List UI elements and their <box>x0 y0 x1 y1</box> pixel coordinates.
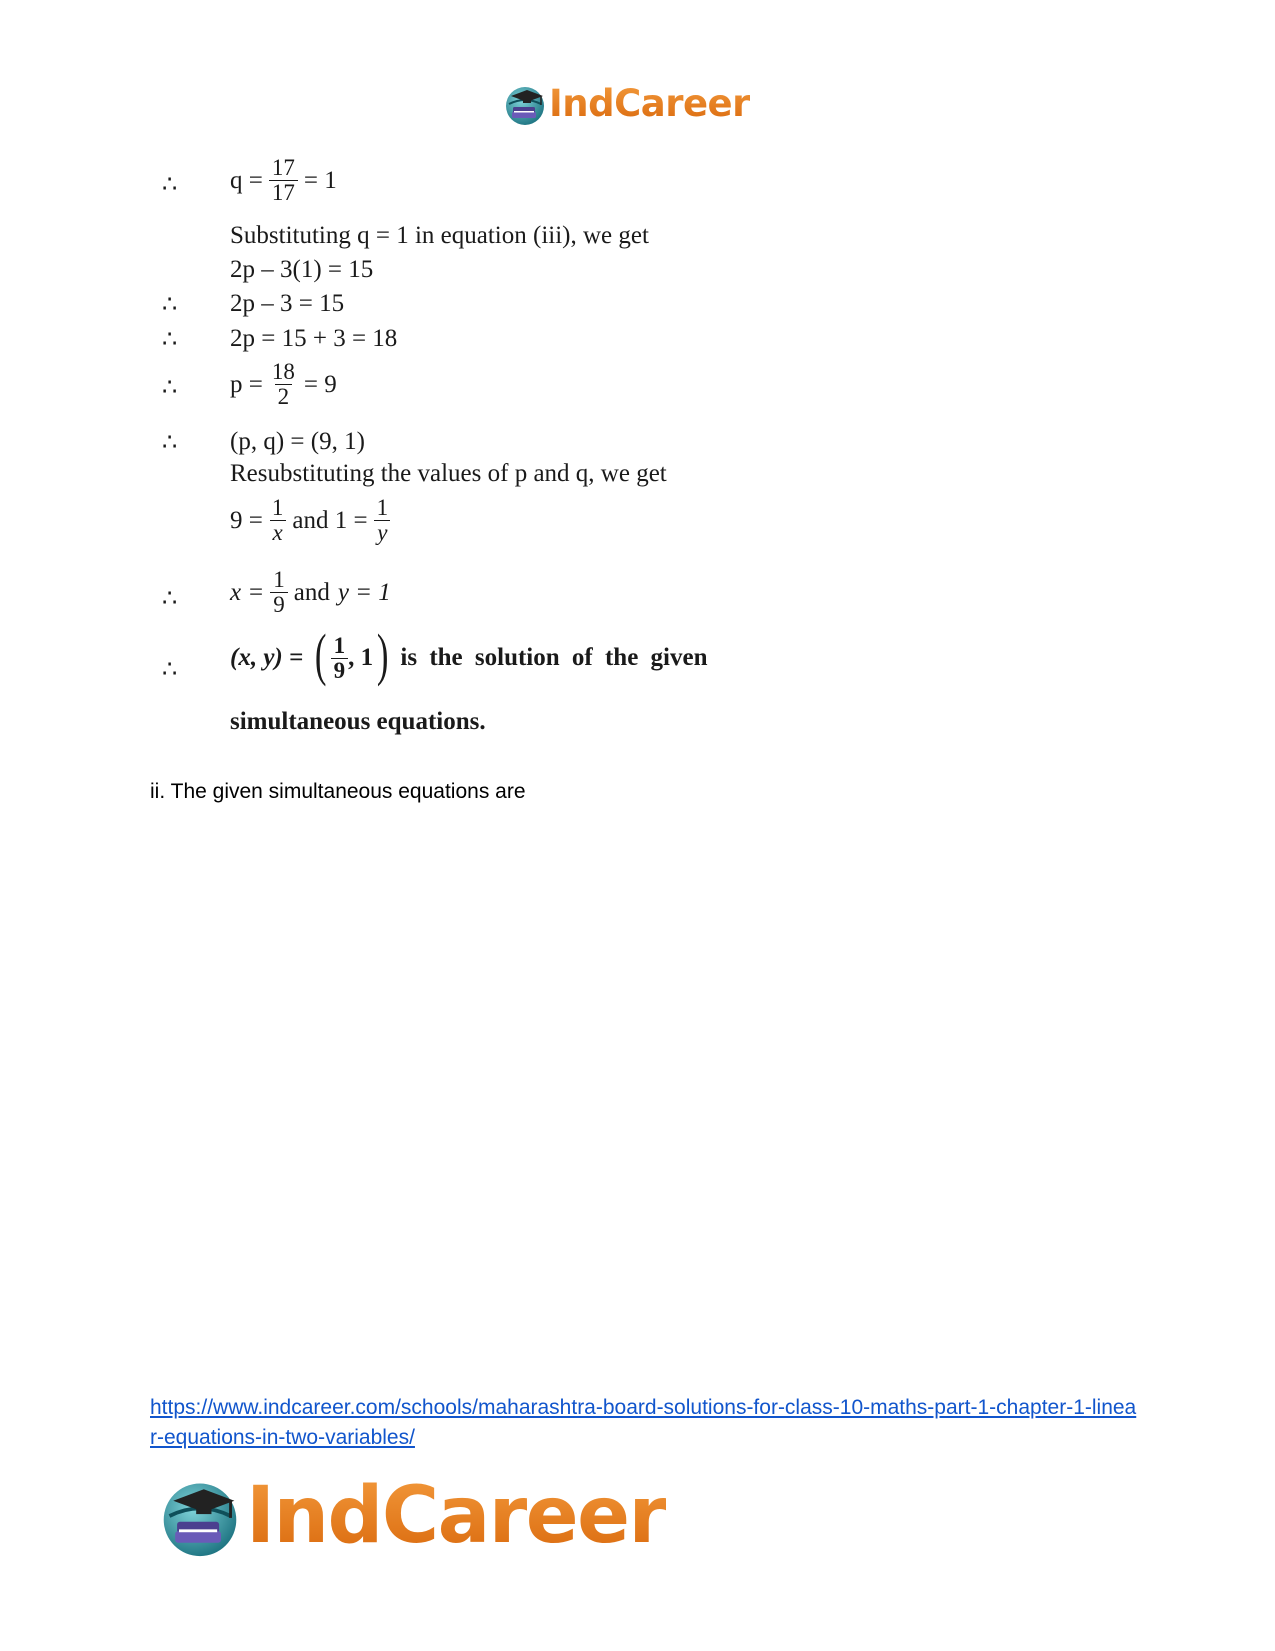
therefore-symbol: ∴ <box>162 327 178 353</box>
final-solution-continued: simultaneous equations. <box>230 708 486 735</box>
logo-wordmark: IndCareer <box>246 1471 666 1561</box>
globe-with-graduation-cap-icon <box>158 1474 242 1558</box>
p-equation: p = $\frac{18}{2}$ = 9 <box>230 359 337 409</box>
q-fraction: $\frac{17}{17}$ <box>269 156 298 205</box>
therefore-symbol: ∴ <box>162 375 178 401</box>
logo-wordmark: IndCareer <box>549 82 750 125</box>
equation-line: 2p – 3(1) = 15 <box>230 256 374 283</box>
equation-line: 2p – 3 = 15 <box>230 290 345 317</box>
therefore-symbol: ∴ <box>162 172 178 198</box>
xy-values: x = $\frac{1}{9}$ and y = 1 <box>230 567 391 617</box>
therefore-symbol: ∴ <box>162 657 178 683</box>
pq-result: (p, q) = (9, 1) <box>230 428 365 455</box>
therefore-symbol: ∴ <box>162 292 178 318</box>
footer-logo <box>158 1468 666 1564</box>
therefore-symbol: ∴ <box>162 586 178 612</box>
p-fraction: $\frac{18}{2}$ <box>271 359 295 409</box>
final-solution: (x, y) = ( $\frac{1}{9}$ , 1 ) is the solution of the given <box>230 622 708 687</box>
header-logo <box>503 80 750 128</box>
therefore-symbol: ∴ <box>162 430 178 456</box>
substitution-text: Substituting q = 1 in equation (iii), we get <box>230 222 649 249</box>
source-link[interactable]: https://www.indcareer.com/schools/maharashtra-board-solutions-for-class-10-maths-part-1-chapter-1-linear-equations-in-two-variables/ <box>150 1396 1137 1449</box>
reciprocal-equations: 9 = $\frac{1}{x}$ and 1 = $\frac{1}{y}$ <box>230 496 397 545</box>
q-equation: q = $\frac{17}{17}$ = 1 <box>230 155 337 205</box>
resubstitution-text: Resubstituting the values of p and q, we get <box>230 460 667 487</box>
globe-with-graduation-cap-icon <box>503 82 547 126</box>
equation-line: 2p = 15 + 3 = 18 <box>230 325 398 352</box>
part-ii-heading: ii. The given simultaneous equations are <box>150 780 526 803</box>
